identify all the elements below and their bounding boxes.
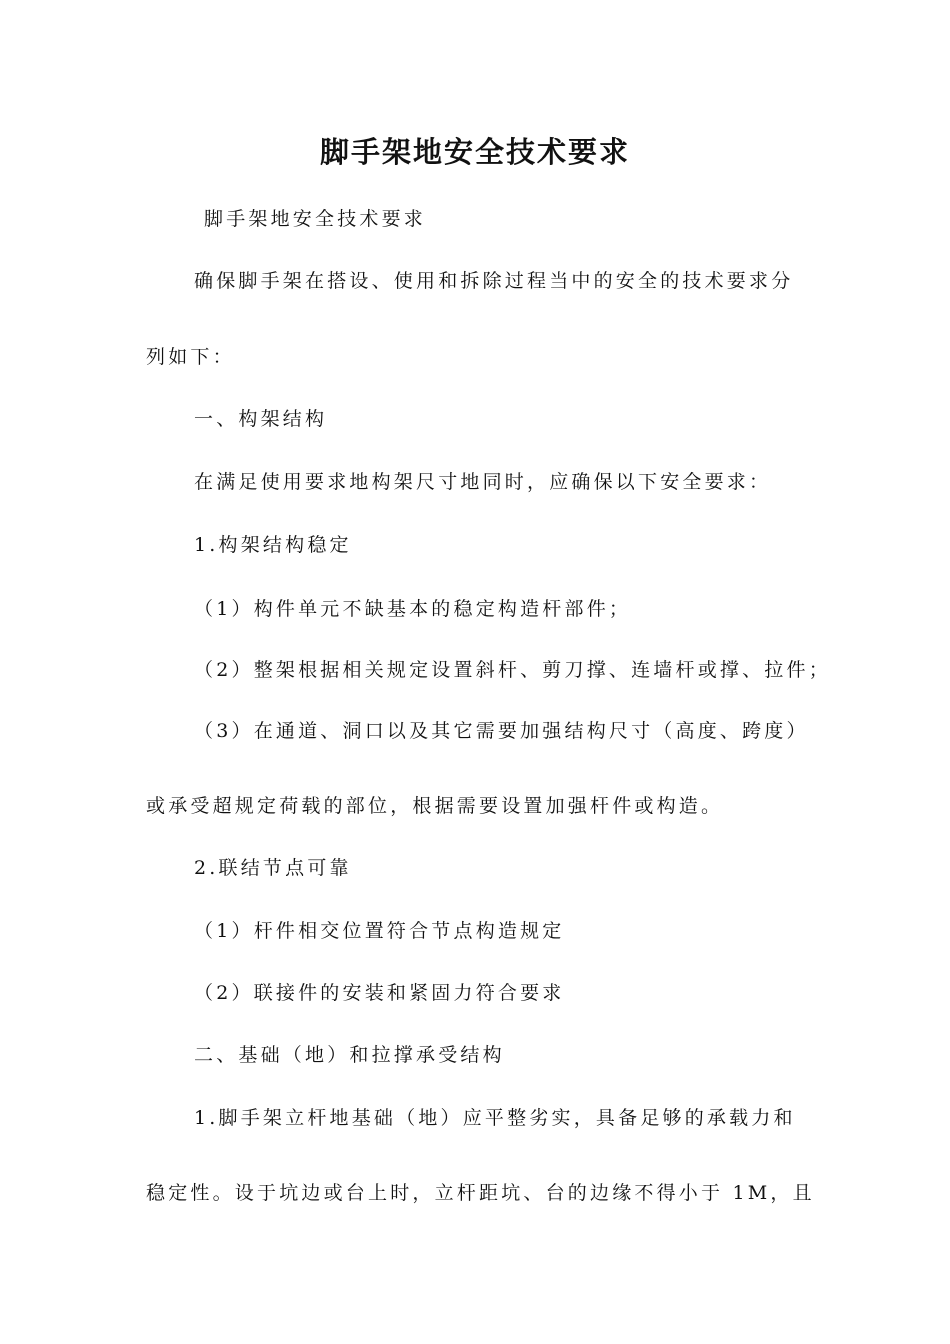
list-item: （3）在通道、洞口以及其它需要加强结构尺寸（高度、跨度） — [194, 720, 809, 742]
paragraph-line: 或承受超规定荷载的部位，根据需要设置加强杆件或构造。 — [146, 795, 724, 817]
paragraph-line: 列如下： — [146, 346, 235, 368]
paragraph-line: 在满足使用要求地构架尺寸地同时，应确保以下安全要求： — [194, 471, 772, 493]
document-title: 脚手架地安全技术要求 — [319, 135, 630, 169]
section-heading: 一、构架结构 — [194, 408, 328, 430]
list-item: （1）杆件相交位置符合节点构造规定 — [194, 920, 565, 942]
list-item: （1）构件单元不缺基本的稳定构造杆部件； — [194, 598, 632, 620]
subsection-heading: 2.联结节点可靠 — [194, 857, 352, 879]
subtitle-line: 脚手架地安全技术要求 — [204, 208, 427, 230]
subsection-heading: 1.构架结构稳定 — [194, 534, 352, 556]
list-item: （2）联接件的安装和紧固力符合要求 — [194, 982, 565, 1004]
paragraph-line: 确保脚手架在搭设、使用和拆除过程当中的安全的技术要求分 — [194, 270, 794, 292]
section-heading: 二、基础（地）和拉撑承受结构 — [194, 1044, 505, 1066]
paragraph-line: 稳定性。设于坑边或台上时，立杆距坑、台的边缘不得小于 1M，且 — [146, 1182, 815, 1204]
list-item: （2）整架根据相关规定设置斜杆、剪刀撑、连墙杆或撑、拉件； — [194, 659, 831, 681]
paragraph-line: 1.脚手架立杆地基础（地）应平整劣实，具备足够的承载力和 — [194, 1107, 796, 1129]
